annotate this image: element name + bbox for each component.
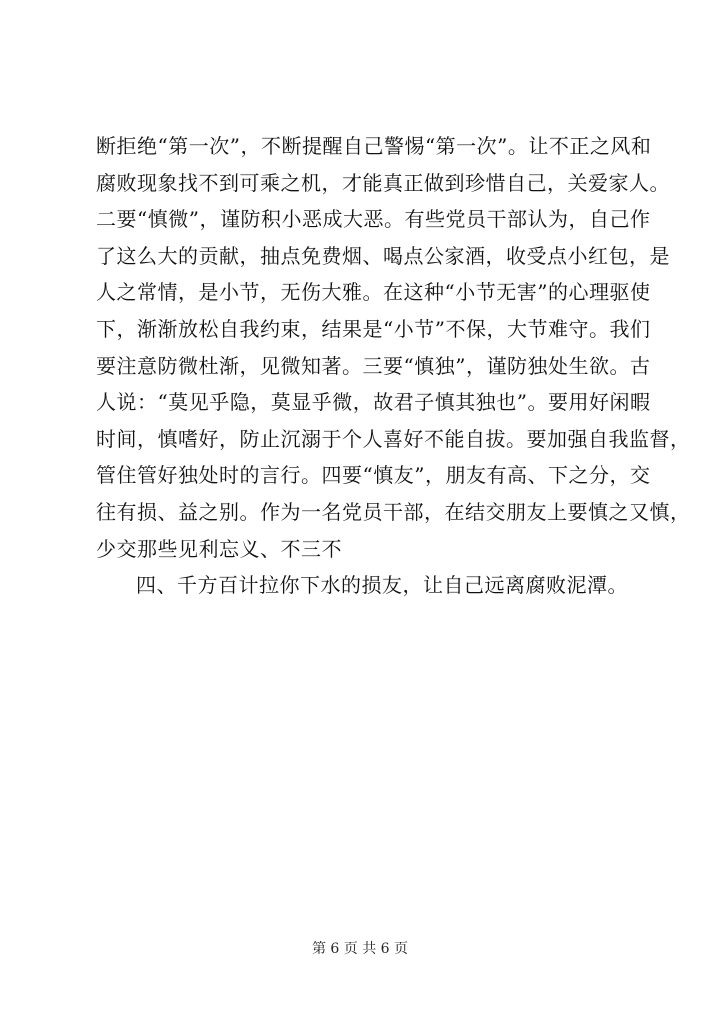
text-line: 往有损、益之别。作为一名党员干部，在结交朋友上要慎之又慎， xyxy=(96,499,691,524)
text-line: 下，渐渐放松自我约束，结果是“小节”不保，大节难守。我们 xyxy=(96,316,651,341)
text-line: 断拒绝“第一次”，不断提醒自己警惕“第一次”。让不正之风和 xyxy=(96,134,652,158)
paragraph-heading: 四、千方百计拉你下水的损友，让自己远离腐败泥潭。 xyxy=(136,573,628,598)
text-line: 腐败现象找不到可乘之机，才能真正做到珍惜自己，关爱家人。 xyxy=(96,170,670,195)
text-line: 要注意防微杜渐，见微知著。三要“慎独”，谨防独处生欲。古 xyxy=(96,353,651,378)
text-line: 人说：“莫见乎隐，莫显乎微，故君子慎其独也”。要用好闲暇 xyxy=(96,390,651,415)
text-line: 人之常情，是小节，无伤大雅。在这种“小节无害”的心理驱使 xyxy=(96,280,651,305)
text-line: 时间，慎嗜好，防止沉溺于个人喜好不能自拔。要加强自我监督， xyxy=(96,426,691,451)
text-line: 二要“慎微”，谨防积小恶成大恶。有些党员干部认为，自己作 xyxy=(96,207,651,232)
text-line: 管住管好独处时的言行。四要“慎友”，朋友有高、下之分，交 xyxy=(96,463,651,488)
body-text xyxy=(96,128,691,604)
text-line: 少交那些见利忘义、不三不 xyxy=(96,536,342,561)
text-line: 了这么大的贡献，抽点免费烟、喝点公家酒，收受点小红包，是 xyxy=(96,243,670,268)
page-footer: 第 6 页 共 6 页 xyxy=(311,941,409,957)
